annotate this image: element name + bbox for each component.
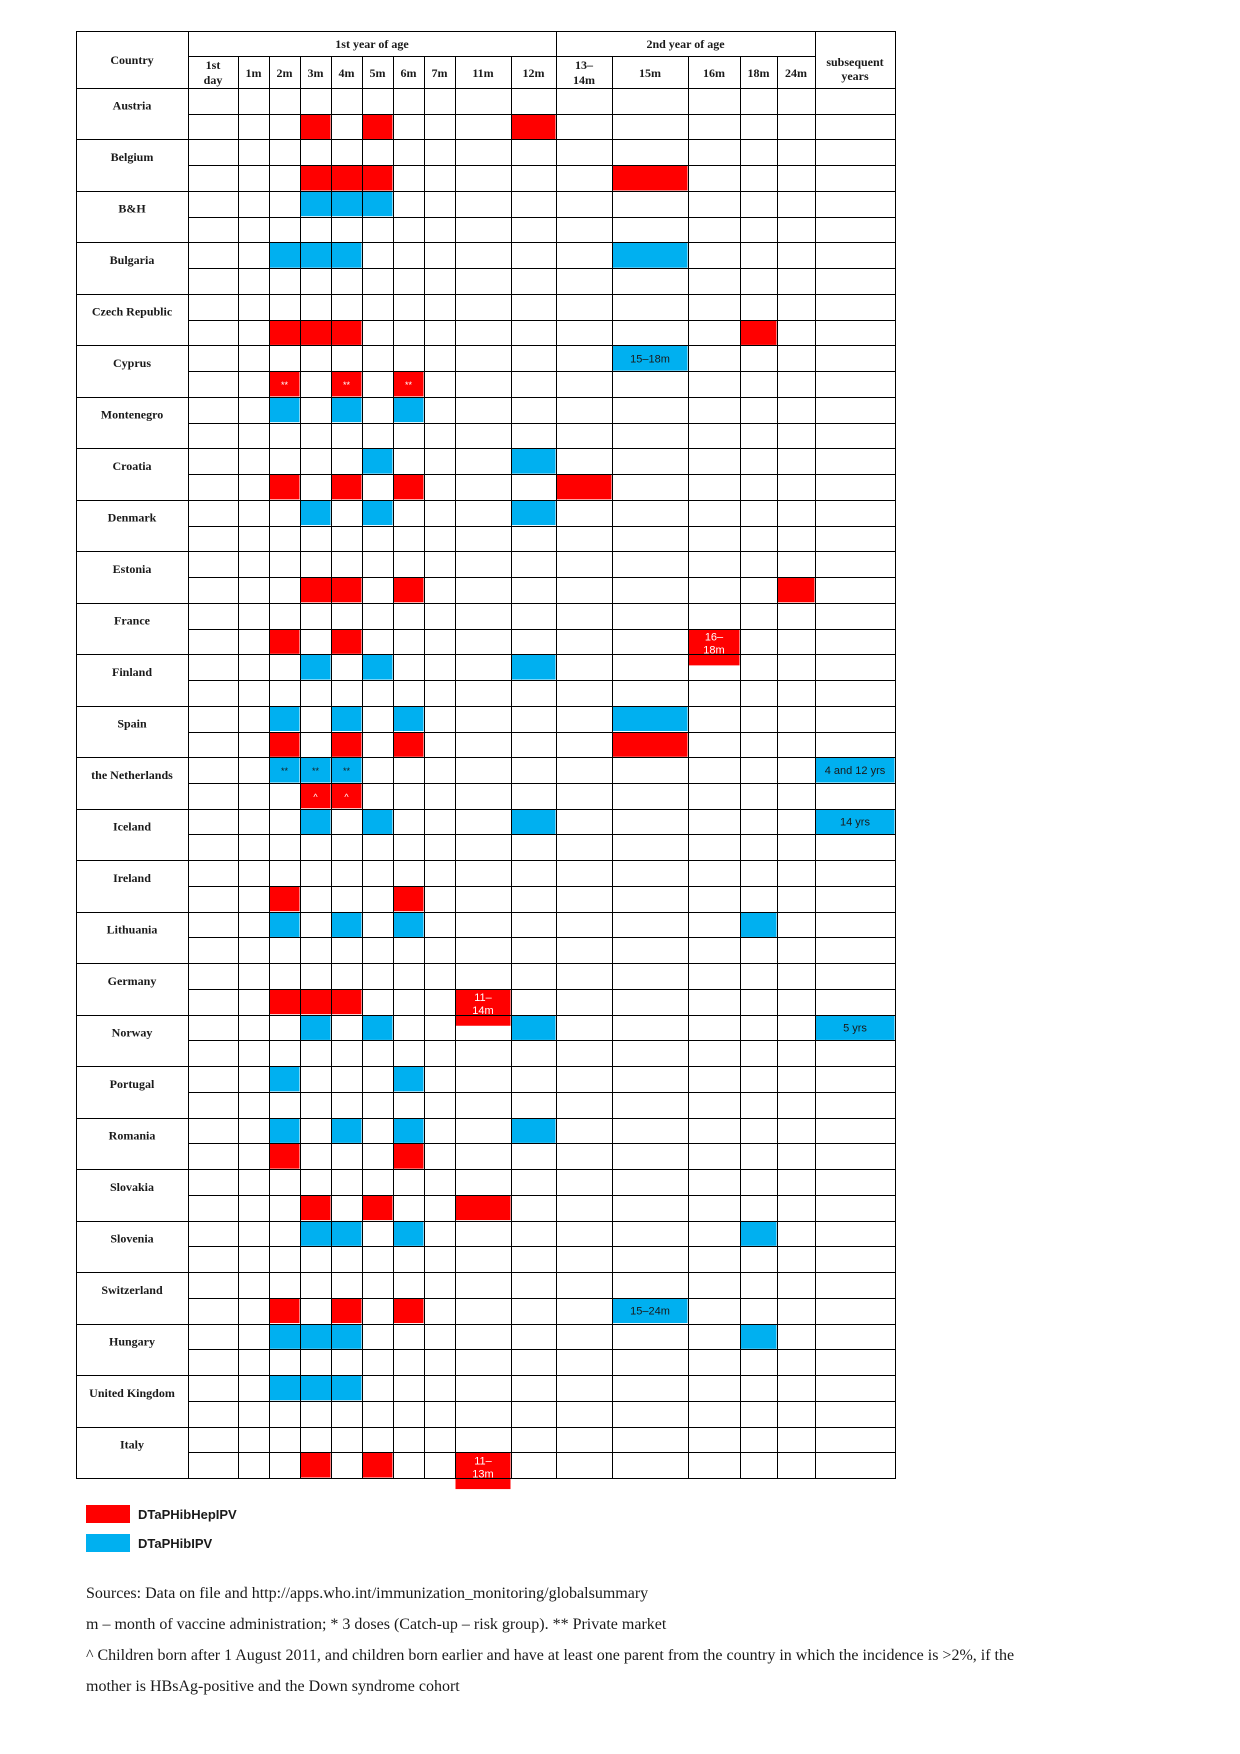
country-name: Germany <box>107 973 157 988</box>
pentavalent-dose-cell <box>270 243 362 268</box>
hexavalent-dose-cell <box>270 886 300 911</box>
country-name: France <box>114 613 150 628</box>
hexavalent-dose-cell <box>741 320 777 345</box>
hexavalent-dose-cell <box>363 1195 393 1220</box>
legend-item-pentavalent <box>86 1534 212 1552</box>
country-name: Cyprus <box>112 356 152 371</box>
dose-cell-note: 14m <box>472 1004 494 1017</box>
dose-cell-note: ** <box>280 380 289 391</box>
table-gridlines <box>76 31 896 1479</box>
pentavalent-dose-cell <box>512 1015 556 1040</box>
dose-cell-note: 16– <box>704 631 724 644</box>
pentavalent-dose-cell <box>394 706 424 731</box>
dose-cell-note: 11– <box>474 1455 492 1468</box>
country-name: Austria <box>112 98 152 113</box>
group-header-first-year: 1st year of age <box>335 37 409 51</box>
dose-cell-note: 13m <box>472 1468 494 1481</box>
pentavalent-dose-cell <box>394 397 424 422</box>
country-name: Lithuania <box>106 922 158 937</box>
hexavalent-dose-cell <box>363 114 393 139</box>
column-header: 18m <box>747 66 770 80</box>
column-header: 7m <box>431 66 448 80</box>
column-header: 24m <box>785 66 807 80</box>
column-header: 1st <box>205 58 221 72</box>
country-name: United Kingdom <box>89 1385 175 1400</box>
country-name: Czech Republic <box>91 304 173 319</box>
dose-cell-note: 15–24m <box>630 1305 670 1318</box>
column-header: 14m <box>573 73 595 87</box>
country-name: Finland <box>111 665 153 680</box>
dose-cell-note: 5 yrs <box>843 1022 867 1035</box>
column-header: 11m <box>472 66 494 80</box>
group-header-second-year: 2nd year of age <box>646 37 725 51</box>
country-name: Romania <box>108 1128 156 1143</box>
country-name: Spain <box>117 716 147 731</box>
column-header: 12m <box>522 66 545 80</box>
pentavalent-dose-cell <box>512 655 556 680</box>
pentavalent-dose-cell <box>363 500 393 525</box>
hexavalent-dose-cell <box>613 166 688 191</box>
column-header: day <box>203 73 223 87</box>
pentavalent-dose-cell <box>332 397 362 422</box>
pentavalent-dose-cell <box>512 449 556 474</box>
country-name: Italy <box>120 1437 144 1452</box>
legend-swatch-pentavalent <box>86 1534 130 1552</box>
pentavalent-dose-cell <box>512 809 556 834</box>
pentavalent-dose-cell <box>394 1221 424 1246</box>
pentavalent-dose-cell <box>613 243 688 268</box>
country-name: Montenegro <box>100 407 164 422</box>
country-name: Slovakia <box>109 1179 155 1194</box>
column-header: 1m <box>245 66 262 80</box>
pentavalent-dose-cell <box>394 1118 424 1143</box>
hexavalent-dose-cell <box>301 1453 331 1478</box>
pentavalent-dose-cell <box>301 500 331 525</box>
country-name: Portugal <box>109 1076 155 1091</box>
pentavalent-dose-cell <box>332 1118 362 1143</box>
pentavalent-dose-cell <box>394 912 424 937</box>
pentavalent-dose-cell <box>332 706 362 731</box>
dose-cell-note: ** <box>311 766 320 777</box>
dose-cell-note: ** <box>280 766 289 777</box>
country-name: Belgium <box>110 150 154 165</box>
hexavalent-dose-cell <box>394 475 424 500</box>
pentavalent-dose-cell <box>270 706 300 731</box>
hexavalent-dose-cell <box>301 166 393 191</box>
pentavalent-dose-cell <box>741 1324 777 1349</box>
dose-cell-note: 15–18m <box>630 353 670 366</box>
legend-label-pentavalent: DTaPHibIPV <box>138 1535 213 1551</box>
pentavalent-dose-cell <box>613 706 688 731</box>
pentavalent-dose-cell <box>301 191 393 216</box>
country-name: Hungary <box>108 1334 156 1349</box>
hexavalent-dose-cell <box>301 1195 331 1220</box>
dose-cell-note: ** <box>342 766 351 777</box>
pentavalent-dose-cell <box>512 1118 556 1143</box>
pentavalent-dose-cell <box>332 912 362 937</box>
pentavalent-dose-cell <box>301 1015 331 1040</box>
column-header: subsequent <box>826 55 884 69</box>
hexavalent-dose-cell <box>270 1144 300 1169</box>
dose-cell-note: 4 and 12 yrs <box>824 765 886 778</box>
country-name: Bulgaria <box>109 253 155 268</box>
pentavalent-dose-cell <box>363 1015 393 1040</box>
legend-swatch-hexavalent <box>86 1505 130 1523</box>
country-name: Denmark <box>107 510 157 525</box>
legend-item-hexavalent <box>86 1505 237 1523</box>
dose-cell-note: 14 yrs <box>840 816 870 829</box>
pentavalent-dose-cell <box>270 912 300 937</box>
column-header: 3m <box>307 66 324 80</box>
pentavalent-dose-cell <box>270 1118 300 1143</box>
hexavalent-dose-cell <box>270 320 362 345</box>
hexavalent-dose-cell <box>270 989 362 1014</box>
hexavalent-dose-cell <box>332 629 362 654</box>
hexavalent-dose-cell <box>394 732 424 757</box>
column-header: 5m <box>369 66 386 80</box>
hexavalent-dose-cell <box>332 475 362 500</box>
hexavalent-dose-cell <box>778 578 815 603</box>
hexavalent-dose-cell <box>332 732 362 757</box>
country-name: B&H <box>118 201 146 216</box>
dose-cell-note: 18m <box>703 644 725 657</box>
dose-cell-note: ^ <box>344 791 349 802</box>
pentavalent-dose-cell <box>270 1376 362 1401</box>
dose-cell-note: 11– <box>474 991 492 1004</box>
hexavalent-dose-cell <box>557 475 612 500</box>
country-name: Iceland <box>112 819 152 834</box>
dose-cell-note: ** <box>404 380 413 391</box>
caret-note-line-2: mother is HBsAg-positive and the Down syndrome cohort <box>86 1678 460 1695</box>
hexavalent-dose-cell <box>394 1144 424 1169</box>
pentavalent-dose-cell <box>270 1067 300 1092</box>
hexavalent-dose-cell <box>394 578 424 603</box>
pentavalent-dose-cell <box>270 1324 362 1349</box>
pentavalent-dose-cell <box>741 1221 777 1246</box>
column-header: 4m <box>338 66 355 80</box>
hexavalent-dose-cell <box>270 475 300 500</box>
dose-cell-note: ^ <box>313 791 318 802</box>
hexavalent-dose-cell <box>270 629 300 654</box>
pentavalent-dose-cell <box>741 912 777 937</box>
hexavalent-dose-cell <box>613 732 688 757</box>
pentavalent-dose-cell <box>363 809 393 834</box>
pentavalent-dose-cell <box>301 655 331 680</box>
abbreviations-note: m – month of vaccine administration; * 3 doses (Catch-up – risk group). ** Private market <box>86 1616 667 1633</box>
sources-note: Sources: Data on file and http://apps.who.int/immunization_monitoring/globalsummary <box>86 1585 649 1602</box>
column-header: 6m <box>400 66 417 80</box>
country-name: Switzerland <box>101 1282 163 1297</box>
column-header: 13– <box>575 58 593 72</box>
hexavalent-dose-cell <box>332 1298 362 1323</box>
pentavalent-dose-cell <box>512 500 556 525</box>
footnotes <box>86 1578 1196 1702</box>
column-header: 16m <box>703 66 725 80</box>
hexavalent-dose-cell <box>363 1453 393 1478</box>
hexavalent-dose-cell <box>456 1195 511 1220</box>
country-name: the Netherlands <box>91 768 173 782</box>
hexavalent-dose-cell <box>270 732 300 757</box>
pentavalent-dose-cell <box>363 449 393 474</box>
column-header: 15m <box>639 66 661 80</box>
country-name: Croatia <box>112 459 152 474</box>
country-name: Estonia <box>112 562 152 577</box>
country-name: Norway <box>111 1025 153 1040</box>
legend-label-hexavalent: DTaPHibHepIPV <box>138 1506 237 1522</box>
column-header: years <box>841 69 869 83</box>
hexavalent-dose-cell <box>301 114 331 139</box>
pentavalent-dose-cell <box>394 1067 424 1092</box>
hexavalent-dose-cell <box>394 1298 424 1323</box>
hexavalent-dose-cell <box>270 1298 300 1323</box>
pentavalent-dose-cell <box>270 397 300 422</box>
hexavalent-dose-cell <box>394 886 424 911</box>
country-name: Slovenia <box>110 1231 154 1246</box>
hexavalent-dose-cell <box>512 114 556 139</box>
country-name: Ireland <box>113 870 151 885</box>
pentavalent-dose-cell <box>301 809 331 834</box>
dose-cell-note: ** <box>342 380 351 391</box>
country-header: Country <box>110 53 154 67</box>
pentavalent-dose-cell <box>363 655 393 680</box>
column-header: 2m <box>276 66 293 80</box>
caret-note-line-1: ^ Children born after 1 August 2011, and children born earlier and have at least one parent from the country in which the incidence is >2%, if the <box>86 1647 1015 1664</box>
